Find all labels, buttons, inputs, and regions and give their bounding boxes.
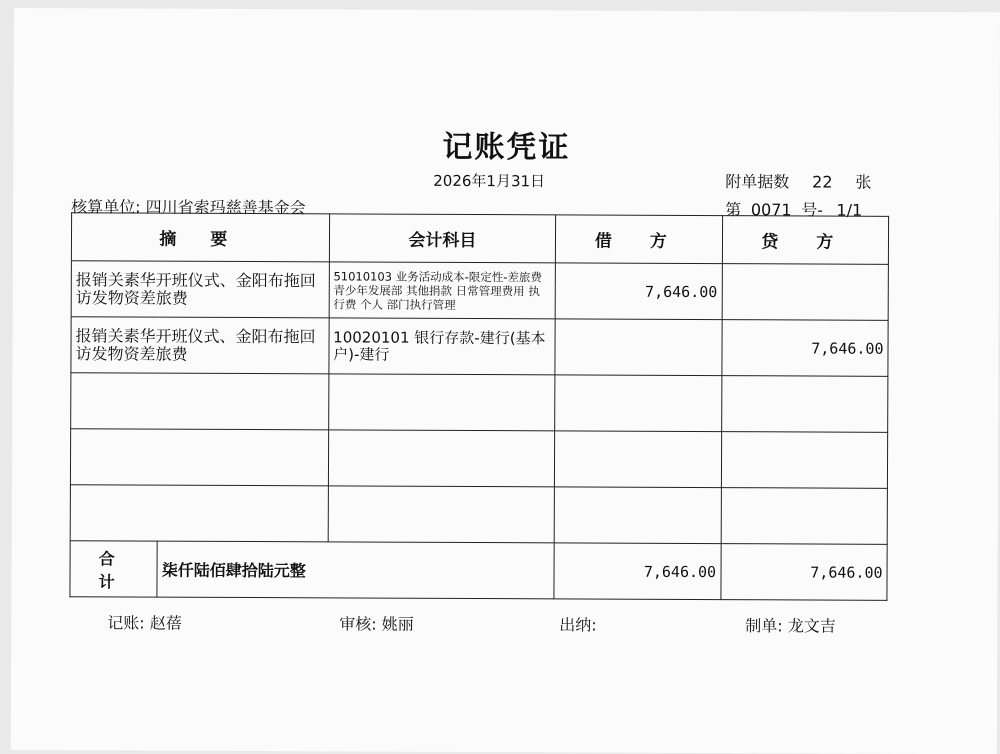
- total-debit: 7,646.00: [554, 543, 721, 600]
- row-credit: 7,646.00: [721, 320, 888, 377]
- total-row: [70, 541, 887, 601]
- bookkeeper-label: 记账:: [107, 613, 144, 632]
- empty-row: [71, 373, 888, 433]
- accounting-unit-value: 四川省索玛慈善基金会: [146, 198, 306, 218]
- empty-row: [70, 429, 887, 489]
- row-credit: [722, 264, 889, 321]
- bookkeeper-signature: [107, 610, 182, 633]
- attachment-count: [725, 169, 871, 193]
- table-row: [71, 261, 888, 321]
- header-account: 会计科目: [329, 214, 556, 263]
- signature-bar: [11, 610, 997, 614]
- attachment-number: 22: [794, 172, 850, 191]
- preparer-signature: [745, 613, 836, 636]
- total-credit: 7,646.00: [720, 544, 887, 601]
- row-account: 51010103 业务活动成本-限定性-差旅费 青少年发展部 其他捐款 日常管理费用 执行费 个人 部门执行管理: [329, 262, 556, 319]
- reviewer-label: 审核:: [339, 614, 376, 633]
- table-row: [71, 317, 888, 377]
- row-summary: 报销关素华开班仪式、金阳布拖回访发物资差旅费: [71, 261, 329, 318]
- voucher-title: 记账凭证: [13, 120, 999, 168]
- empty-row: [70, 485, 887, 545]
- row-account: 10020101 银行存款-建行(基本户)-建行: [329, 318, 556, 375]
- attachment-unit: 张: [855, 173, 871, 192]
- row-summary: 报销关素华开班仪式、金阳布拖回访发物资差旅费: [71, 317, 329, 374]
- voucher-suffix: 号-: [801, 200, 823, 219]
- row-debit: [555, 319, 722, 376]
- table-header-row: [71, 213, 888, 265]
- voucher-prefix: 第: [725, 200, 741, 219]
- total-amount-words: 柒仟陆佰肆拾陆元整: [157, 541, 554, 599]
- attachment-label: 附单据数: [725, 172, 789, 191]
- voucher-page: 1/1: [828, 201, 862, 220]
- total-label: 合 计: [70, 541, 157, 597]
- reviewer-name: 姚丽: [382, 615, 414, 634]
- preparer-label: 制单:: [745, 616, 782, 635]
- preparer-name: 龙文吉: [788, 616, 836, 635]
- voucher-table: [69, 212, 889, 601]
- cashier-label: 出纳:: [559, 615, 596, 634]
- cashier-signature: [559, 612, 597, 635]
- row-debit: 7,646.00: [555, 263, 722, 320]
- accounting-unit-label: 核算单位:: [71, 197, 140, 216]
- bookkeeper-name: 赵蓓: [150, 614, 182, 633]
- header-summary: 摘 要: [71, 213, 329, 262]
- reviewer-signature: [339, 611, 414, 634]
- header-debit: 借 方: [556, 215, 723, 264]
- header-credit: 贷 方: [722, 216, 889, 265]
- voucher-date: 2026年1月31日: [433, 170, 545, 191]
- voucher-number-value: 0071: [746, 200, 796, 219]
- voucher-paper: [11, 8, 1000, 754]
